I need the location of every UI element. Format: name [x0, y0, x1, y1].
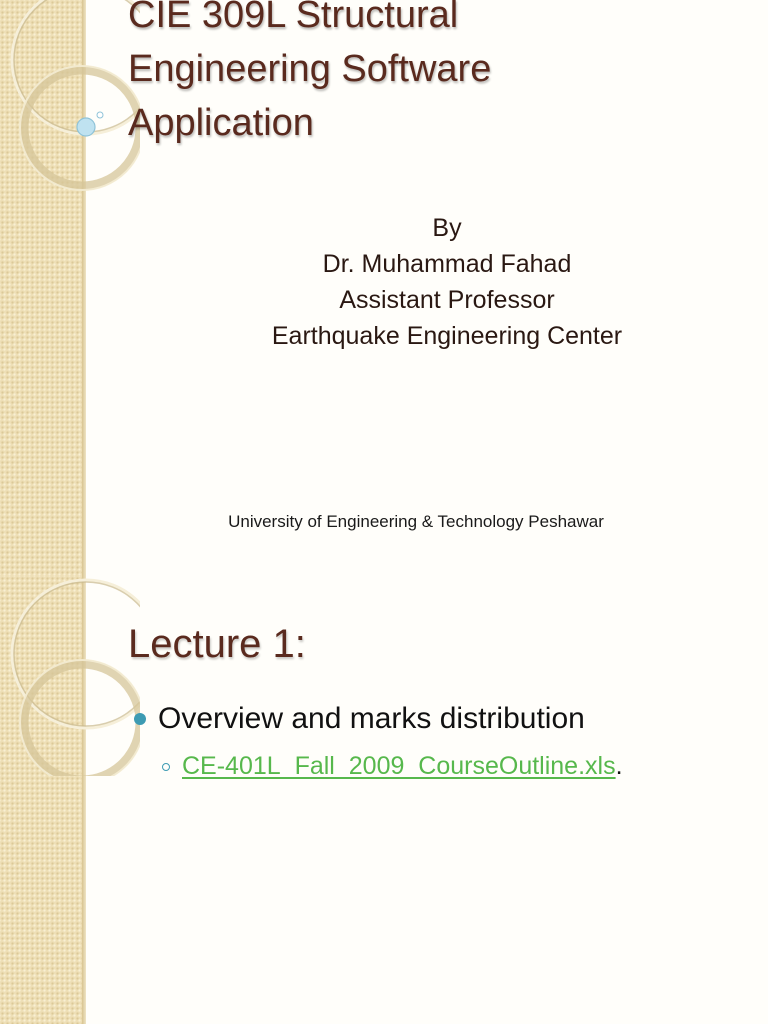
textured-sidebar [0, 0, 84, 576]
byline-by: By [432, 214, 462, 242]
sub-bullet-item [162, 752, 623, 781]
title-line-1: CIE 309L Structural [128, 0, 459, 36]
sub-bullet-icon [162, 763, 170, 771]
lecture-heading: Lecture 1: [128, 622, 306, 666]
textured-sidebar [0, 576, 84, 1024]
lecture-slide [0, 576, 768, 1024]
slide-title [128, 0, 748, 150]
bullet-item [134, 702, 585, 736]
title-line-2: Engineering Software [128, 48, 492, 90]
author-department: Earthquake Engineering Center [271, 322, 623, 350]
author-block [128, 210, 766, 354]
author-name: Dr. Muhammad Fahad [322, 250, 572, 278]
university-name: University of Engineering & Technology Peshawar [228, 512, 604, 531]
sub-bullet-suffix: . [615, 752, 623, 780]
course-outline-link[interactable]: CE-401L_Fall_2009_CourseOutline.xls [182, 752, 616, 780]
bullet-text: Overview and marks distribution [158, 702, 585, 735]
sidebar-edge [82, 0, 86, 576]
author-position: Assistant Professor [339, 286, 555, 314]
title-line-3: Application [128, 102, 314, 144]
bullet-icon [134, 713, 146, 725]
sidebar-edge [82, 576, 86, 1024]
